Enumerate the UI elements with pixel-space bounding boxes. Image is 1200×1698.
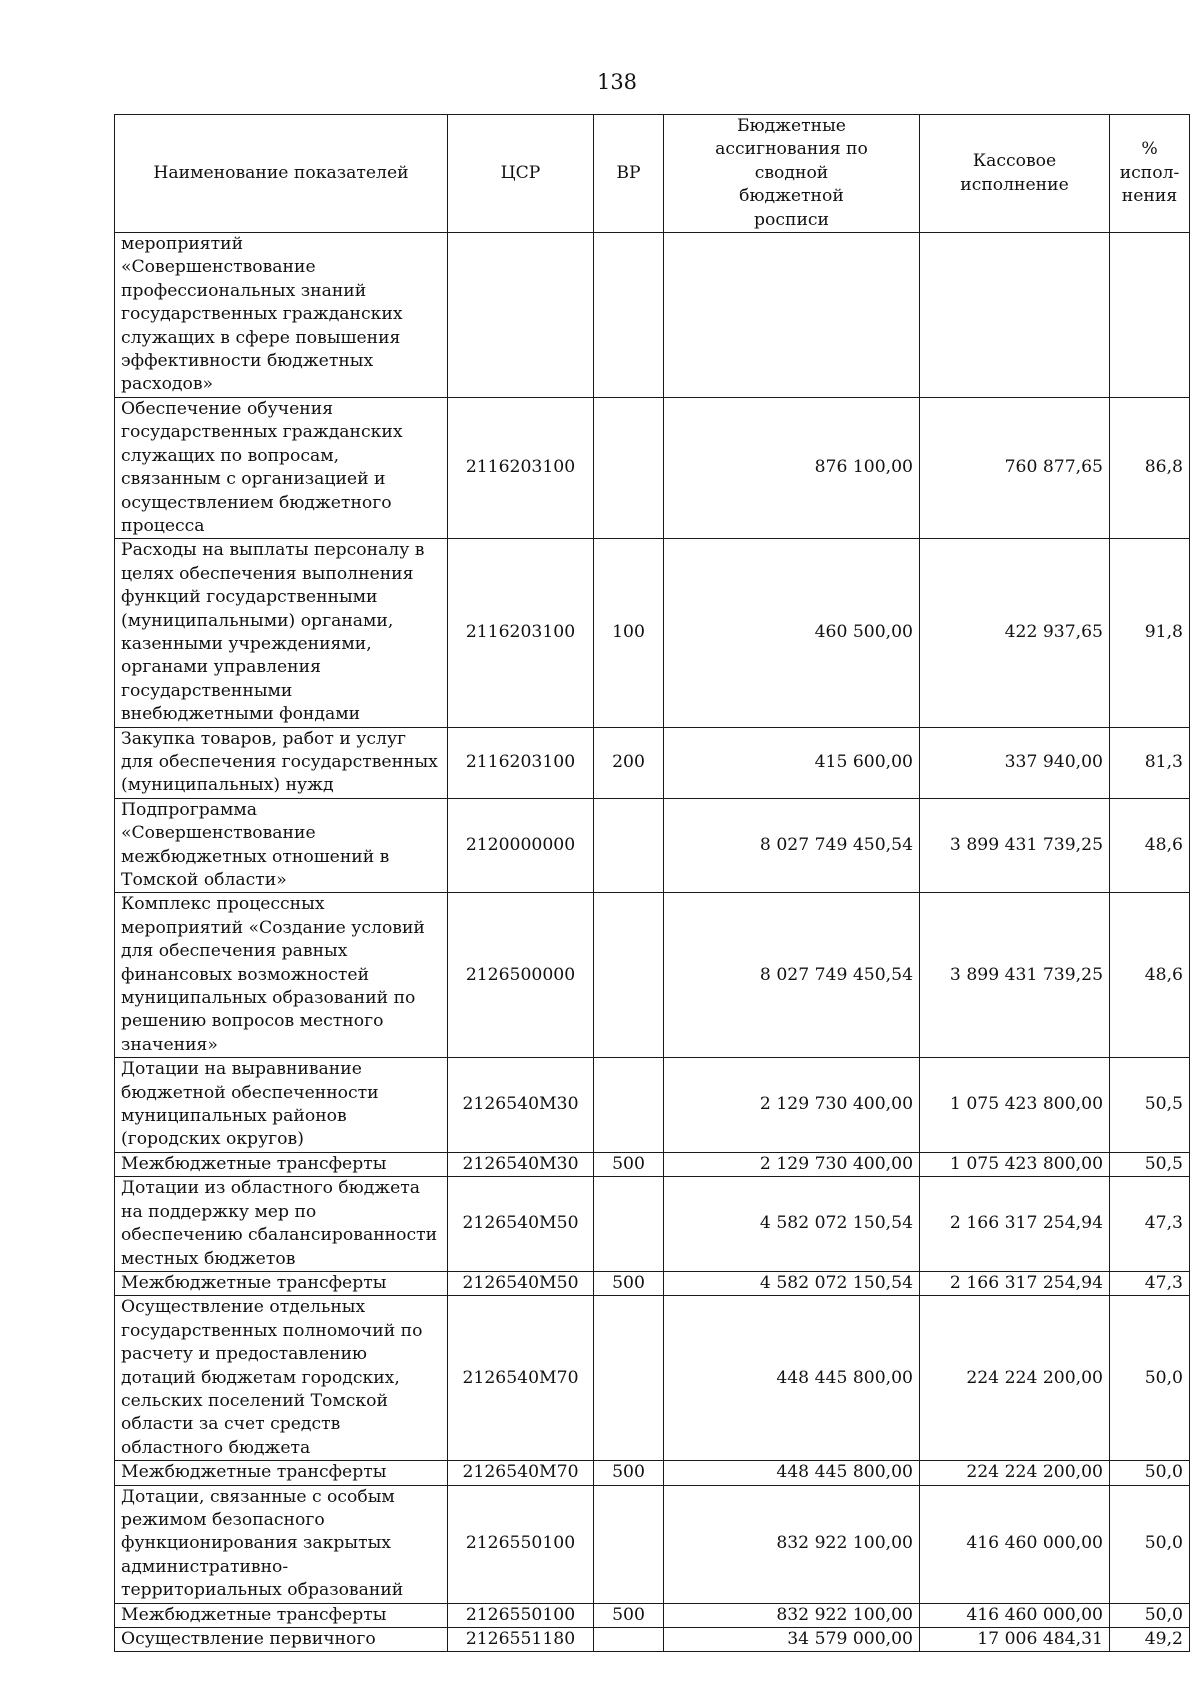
cell-name: Дотации, связанные с особым режимом безопасного функционирования закрытых административно-территориальных образований <box>115 1485 448 1603</box>
header-percent-text: % испол-нения <box>1119 139 1180 207</box>
cell-cash-execution: 416 460 000,00 <box>920 1603 1110 1627</box>
cell-csr: 2126540М30 <box>448 1058 594 1153</box>
cell-assignments: 4 582 072 150,54 <box>664 1271 920 1295</box>
cell-name: Расходы на выплаты персоналу в целях обеспечения выполнения функций государственными (муниципальными) органами, казенными учреждениями, органами управления государственными внебюджетными фондами <box>115 539 448 727</box>
cell-cash-execution: 224 224 200,00 <box>920 1461 1110 1485</box>
cell-assignments: 2 129 730 400,00 <box>664 1152 920 1176</box>
budget-execution-table <box>114 114 1190 1652</box>
table-row <box>115 1628 1190 1652</box>
cell-csr: 2116203100 <box>448 539 594 727</box>
cell-name: Осуществление первичного <box>115 1628 448 1652</box>
header-vr: ВР <box>594 115 664 233</box>
cell-percent: 91,8 <box>1110 539 1190 727</box>
cell-assignments: 34 579 000,00 <box>664 1628 920 1652</box>
cell-cash-execution: 416 460 000,00 <box>920 1485 1110 1603</box>
header-cash-execution <box>920 115 1110 233</box>
cell-csr: 2126550100 <box>448 1485 594 1603</box>
cell-cash-execution: 3 899 431 739,25 <box>920 893 1110 1058</box>
cell-cash-execution: 224 224 200,00 <box>920 1296 1110 1461</box>
header-assignments-text: Бюджетные ассигнования по сводной бюджетной росписи <box>715 116 868 230</box>
cell-csr: 2116203100 <box>448 727 594 798</box>
cell-percent: 50,5 <box>1110 1152 1190 1176</box>
cell-cash-execution: 1 075 423 800,00 <box>920 1152 1110 1176</box>
cell-assignments: 4 582 072 150,54 <box>664 1177 920 1272</box>
header-cash-text: Кассовое исполнение <box>960 151 1069 195</box>
cell-name: Межбюджетные трансферты <box>115 1603 448 1627</box>
cell-vr <box>594 893 664 1058</box>
cell-csr: 2120000000 <box>448 798 594 893</box>
cell-assignments: 415 600,00 <box>664 727 920 798</box>
cell-assignments: 876 100,00 <box>664 397 920 538</box>
cell-csr: 2126540М70 <box>448 1461 594 1485</box>
cell-name: Подпрограмма «Совершенствование межбюджетных отношений в Томской области» <box>115 798 448 893</box>
cell-csr: 2126540М50 <box>448 1271 594 1295</box>
cell-percent: 50,0 <box>1110 1603 1190 1627</box>
table-row <box>115 1461 1190 1485</box>
table-header-row <box>115 115 1190 233</box>
cell-assignments: 832 922 100,00 <box>664 1485 920 1603</box>
cell-cash-execution: 760 877,65 <box>920 397 1110 538</box>
cell-name: Обеспечение обучения государственных гражданских служащих по вопросам, связанным с организацией и осуществлением бюджетного процесса <box>115 397 448 538</box>
cell-percent: 47,3 <box>1110 1177 1190 1272</box>
cell-csr: 2126540М70 <box>448 1296 594 1461</box>
cell-percent: 86,8 <box>1110 397 1190 538</box>
table-row <box>115 1296 1190 1461</box>
cell-name: Дотации на выравнивание бюджетной обеспеченности муниципальных районов (городских округов) <box>115 1058 448 1153</box>
table-row <box>115 1603 1190 1627</box>
cell-percent: 50,0 <box>1110 1461 1190 1485</box>
cell-name: мероприятий «Совершенствование профессиональных знаний государственных гражданских служащих в сфере повышения эффективности бюджетных расходов» <box>115 233 448 398</box>
cell-vr <box>594 1485 664 1603</box>
cell-vr <box>594 1628 664 1652</box>
cell-percent: 48,6 <box>1110 798 1190 893</box>
cell-cash-execution: 337 940,00 <box>920 727 1110 798</box>
cell-name: Закупка товаров, работ и услуг для обеспечения государственных (муниципальных) нужд <box>115 727 448 798</box>
cell-csr: 2126540М50 <box>448 1177 594 1272</box>
cell-name: Дотации из областного бюджета на поддержку мер по обеспечению сбалансированности местных бюджетов <box>115 1177 448 1272</box>
cell-assignments: 8 027 749 450,54 <box>664 798 920 893</box>
page-number: 138 <box>596 70 638 94</box>
cell-cash-execution: 2 166 317 254,94 <box>920 1271 1110 1295</box>
cell-csr: 2126550100 <box>448 1603 594 1627</box>
cell-assignments <box>664 233 920 398</box>
table-row <box>115 1485 1190 1603</box>
cell-vr <box>594 1058 664 1153</box>
cell-name: Межбюджетные трансферты <box>115 1271 448 1295</box>
cell-cash-execution: 3 899 431 739,25 <box>920 798 1110 893</box>
cell-vr <box>594 798 664 893</box>
table-body <box>115 233 1190 1652</box>
table-row <box>115 1177 1190 1272</box>
cell-percent: 50,0 <box>1110 1485 1190 1603</box>
cell-assignments: 460 500,00 <box>664 539 920 727</box>
cell-assignments: 448 445 800,00 <box>664 1461 920 1485</box>
table-row <box>115 1271 1190 1295</box>
cell-vr: 500 <box>594 1271 664 1295</box>
cell-csr: 2126551180 <box>448 1628 594 1652</box>
cell-percent: 81,3 <box>1110 727 1190 798</box>
cell-cash-execution <box>920 233 1110 398</box>
cell-vr <box>594 1296 664 1461</box>
cell-vr: 200 <box>594 727 664 798</box>
cell-name: Межбюджетные трансферты <box>115 1461 448 1485</box>
table-row <box>115 893 1190 1058</box>
cell-vr: 500 <box>594 1152 664 1176</box>
cell-name: Осуществление отдельных государственных полномочий по расчету и предоставлению дотаций бюджетам городских, сельских поселений Томской области за счет средств областного бюджета <box>115 1296 448 1461</box>
cell-assignments: 8 027 749 450,54 <box>664 893 920 1058</box>
header-assignments <box>664 115 920 233</box>
cell-csr: 2126540М30 <box>448 1152 594 1176</box>
cell-percent: 47,3 <box>1110 1271 1190 1295</box>
cell-cash-execution: 17 006 484,31 <box>920 1628 1110 1652</box>
header-percent <box>1110 115 1190 233</box>
cell-vr: 500 <box>594 1461 664 1485</box>
table-row <box>115 539 1190 727</box>
table-row <box>115 1058 1190 1153</box>
cell-vr: 500 <box>594 1603 664 1627</box>
cell-cash-execution: 1 075 423 800,00 <box>920 1058 1110 1153</box>
cell-csr <box>448 233 594 398</box>
table-row <box>115 1152 1190 1176</box>
cell-csr: 2116203100 <box>448 397 594 538</box>
cell-percent <box>1110 233 1190 398</box>
cell-vr: 100 <box>594 539 664 727</box>
cell-assignments: 832 922 100,00 <box>664 1603 920 1627</box>
cell-percent: 48,6 <box>1110 893 1190 1058</box>
cell-csr: 2126500000 <box>448 893 594 1058</box>
header-csr: ЦСР <box>448 115 594 233</box>
table-row <box>115 397 1190 538</box>
cell-percent: 49,2 <box>1110 1628 1190 1652</box>
header-name: Наименование показателей <box>115 115 448 233</box>
cell-percent: 50,0 <box>1110 1296 1190 1461</box>
cell-cash-execution: 422 937,65 <box>920 539 1110 727</box>
cell-name: Межбюджетные трансферты <box>115 1152 448 1176</box>
table-row <box>115 727 1190 798</box>
table-row <box>115 798 1190 893</box>
cell-vr <box>594 397 664 538</box>
cell-cash-execution: 2 166 317 254,94 <box>920 1177 1110 1272</box>
cell-vr <box>594 1177 664 1272</box>
table-row <box>115 233 1190 398</box>
cell-assignments: 448 445 800,00 <box>664 1296 920 1461</box>
cell-vr <box>594 233 664 398</box>
cell-assignments: 2 129 730 400,00 <box>664 1058 920 1153</box>
cell-name: Комплекс процессных мероприятий «Создание условий для обеспечения равных финансовых возможностей муниципальных образований по решению вопросов местного значения» <box>115 893 448 1058</box>
cell-percent: 50,5 <box>1110 1058 1190 1153</box>
